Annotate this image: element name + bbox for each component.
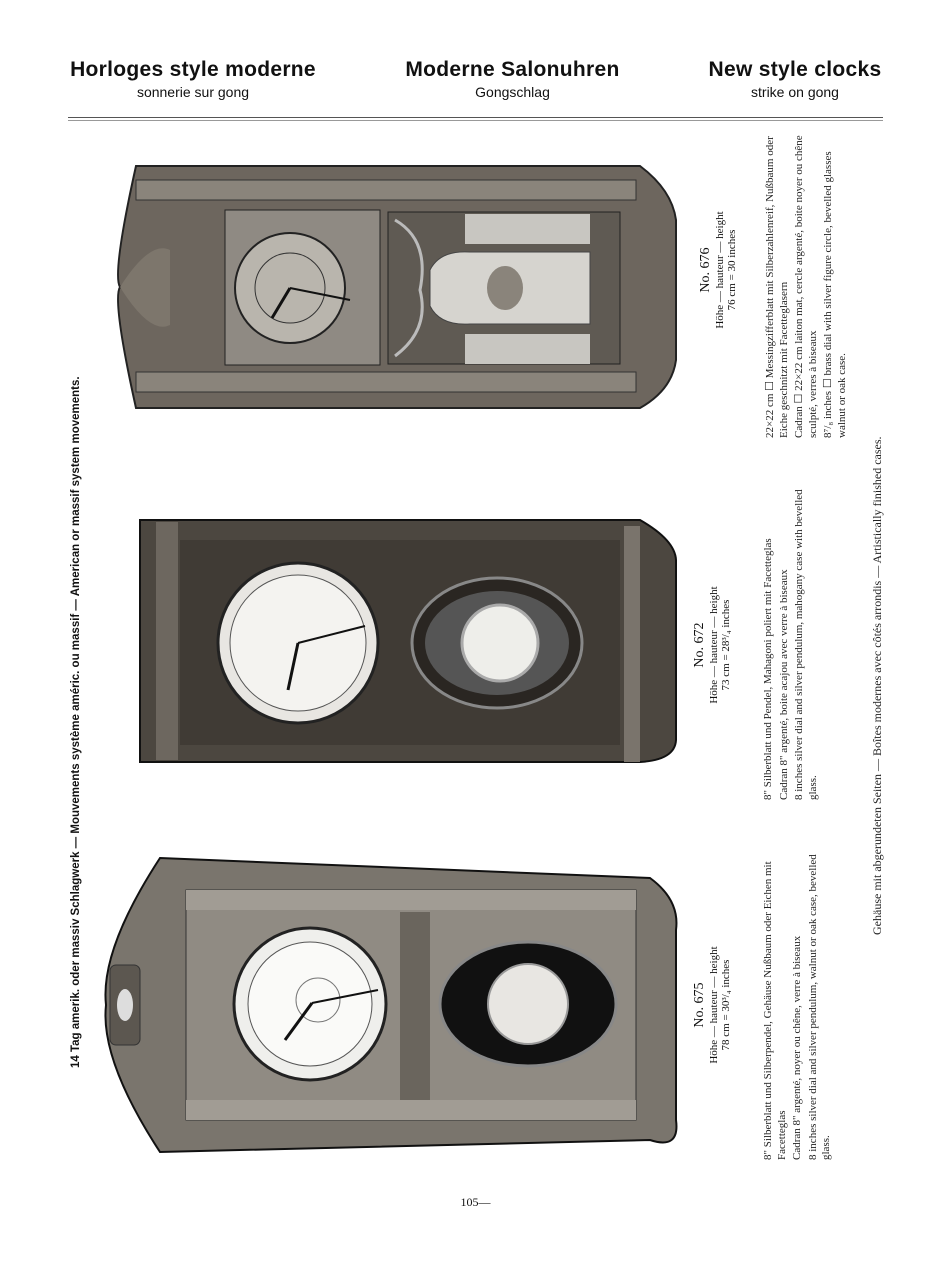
clock-675-label: [692, 915, 732, 1095]
clock-676-number: No. 676: [698, 247, 713, 293]
clock-676-measure: 76 cm = 30 inches: [726, 229, 738, 311]
clock-672-label: [692, 555, 732, 735]
clock-676-height-labels: Höhe — hauteur — height: [714, 211, 726, 329]
clock-675-number: No. 675: [692, 982, 707, 1028]
clock-675-measure: 78 cm = 30³/₄ inches: [720, 959, 732, 1051]
clock-676-desc-de: 22×22 cm ☐ Messingzifferblatt mit Silberzahlenreif, Nußbaum oder Eiche geschnitzt mit Facetteglasern: [764, 136, 790, 438]
clock-672-description: [762, 488, 822, 800]
movement-caption: 14 Tag amerik. oder massiv Schlagwerk — Mouvements système améric. ou massif — American or massif system movements.: [70, 376, 82, 1068]
clock-676-desc-fr: Cadran ☐ 22×22 cm laiton mat, cercle argenté, boite noyer ou chêne sculpté, verres à biseaux: [793, 135, 819, 438]
clock-676-illustration: [118, 166, 676, 408]
clock-672-desc-de: 8" Silberblatt und Pendel, Mahagoni poliert mit Facetteglas: [762, 538, 774, 800]
clock-675-desc-en: 8 inches silver dial and silver pendulum, walnut or oak case, bevelled glass.: [806, 854, 832, 1160]
clock-675-desc-fr: Cadran 8" argenté, noyer ou chêne, verre à biseaux: [791, 935, 803, 1160]
header-de-title: Moderne Salonuhren: [405, 58, 620, 81]
page-number: 105—: [460, 1195, 491, 1209]
clock-672-measure: 73 cm = 28³/₄ inches: [720, 599, 732, 691]
clock-672-height-labels: Höhe — hauteur — height: [708, 586, 720, 704]
clock-675-height-labels: Höhe — hauteur — height: [708, 946, 720, 1064]
clock-676-description: [764, 128, 851, 438]
header-fr-subtitle: sonnerie sur gong: [136, 84, 250, 100]
clock-672-illustration: [140, 520, 676, 762]
clock-672-desc-en: 8 inches silver dial and silver pendulum, mahogany case with bevelled glass.: [793, 489, 819, 800]
clock-672-number: No. 672: [692, 622, 707, 668]
clock-675-illustration: [105, 858, 676, 1152]
clock-675-description: [762, 848, 836, 1160]
header-fr-title: Horloges style moderne: [70, 58, 316, 81]
header-en-subtitle: strike on gong: [751, 84, 839, 100]
clock-675-desc-de: 8" Silberblatt und Silberpendel, Gehäuse Nußbaum oder Eichen mit Facetteglas: [762, 861, 788, 1160]
header-en-title: New style clocks: [708, 58, 882, 81]
clock-676-desc-en: 8⁷/₈ inches ☐ brass dial with silver figure circle, bevelled glasses walnut or oak case.: [822, 151, 848, 438]
clock-672-desc-fr: Cadran 8" argenté, boite acajou avec verre à biseaux: [777, 569, 790, 800]
clock-676-label: [698, 180, 738, 360]
case-caption: Gehäuse mit abgerundeten Seiten — Boîtes modernes avec côtés arrondis — Artistically finished cases.: [870, 436, 884, 935]
header-de-subtitle: Gongschlag: [475, 84, 550, 100]
